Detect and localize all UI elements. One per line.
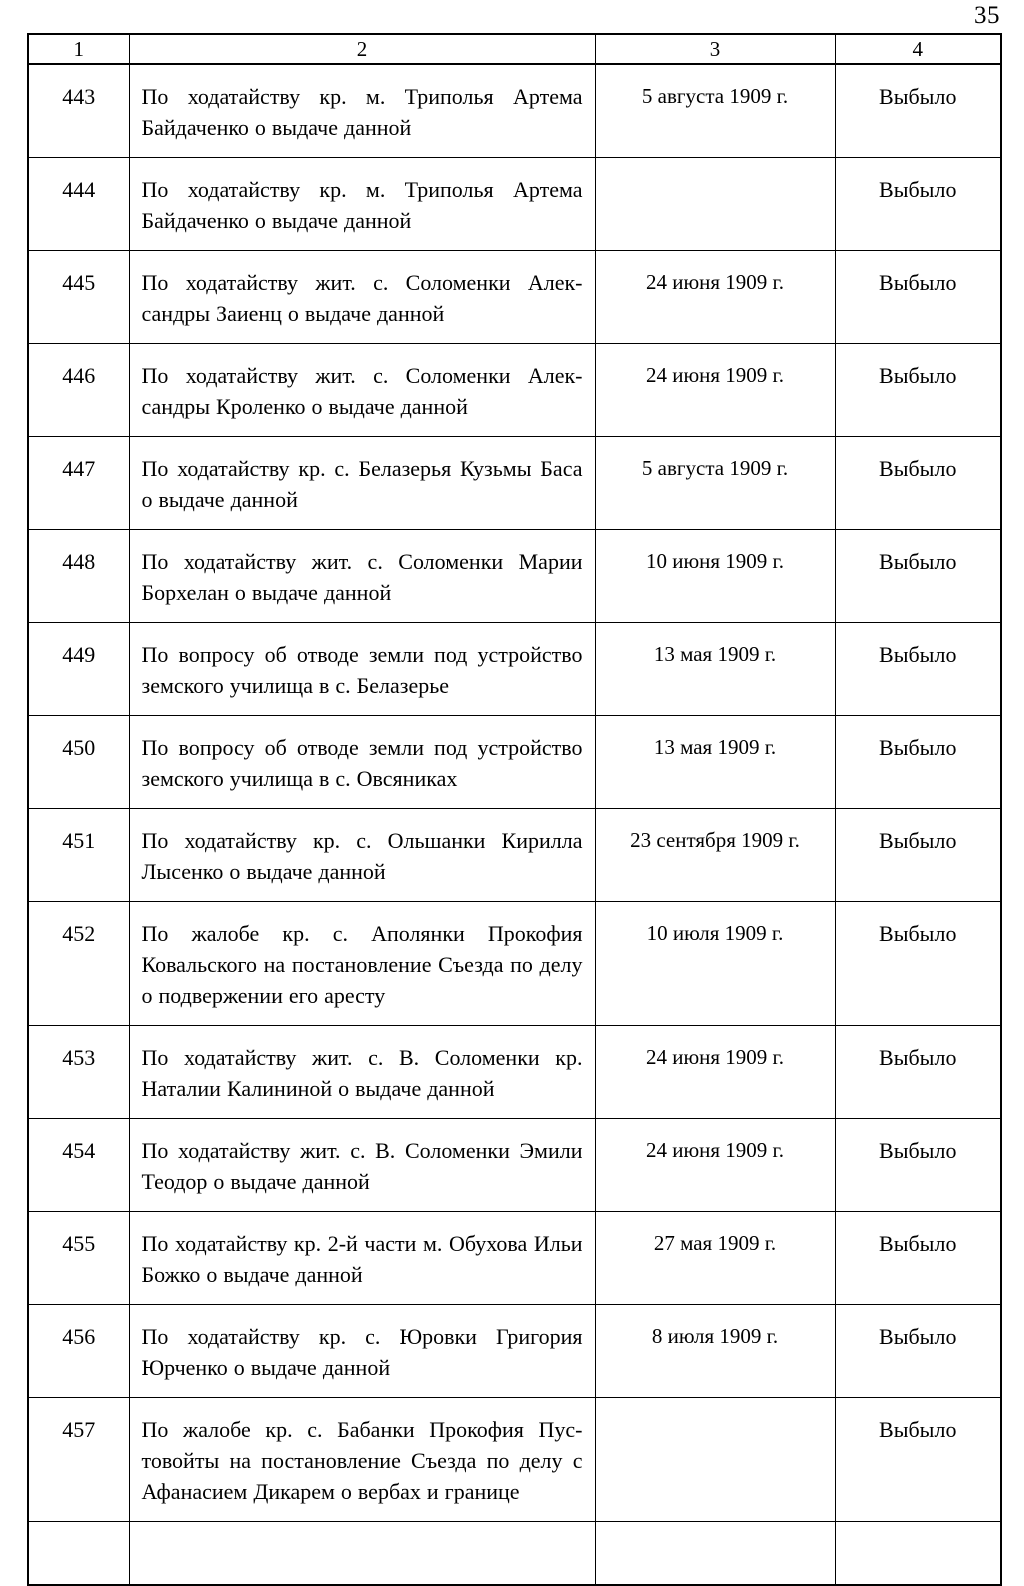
record-status: Выбыло (835, 1398, 1001, 1522)
table-row (28, 716, 1001, 809)
record-description: По жалобе кр. с. Аполянки Прокофия Ковальского на постановление Съезда по делу о подвержении его аресту (129, 902, 595, 1026)
record-number: 450 (28, 716, 129, 809)
record-description: По ходатайству жит. с. Соломенки Марии Борхелан о выдаче данной (129, 530, 595, 623)
record-date: 24 июня 1909 г. (595, 251, 835, 344)
table-row (28, 530, 1001, 623)
record-date: 10 июля 1909 г. (595, 902, 835, 1026)
record-number: 455 (28, 1212, 129, 1305)
record-status: Выбыло (835, 530, 1001, 623)
register-table (27, 33, 1002, 1586)
table-row (28, 1398, 1001, 1522)
record-number: 453 (28, 1026, 129, 1119)
record-status: Выбыло (835, 809, 1001, 902)
record-status: Выбыло (835, 1119, 1001, 1212)
record-number: 452 (28, 902, 129, 1026)
table-filler-cell (129, 1522, 595, 1586)
record-number: 456 (28, 1305, 129, 1398)
record-date (595, 1398, 835, 1522)
table-row (28, 902, 1001, 1026)
table-row (28, 1119, 1001, 1212)
record-description: По жалобе кр. с. Бабанки Прокофия Пустовойты на постановление Съезда по делу с Афанасием Дикарем о вербах и границе (129, 1398, 595, 1522)
record-status: Выбыло (835, 344, 1001, 437)
table-row (28, 1212, 1001, 1305)
record-date: 5 августа 1909 г. (595, 437, 835, 530)
record-date (595, 158, 835, 251)
record-status: Выбыло (835, 716, 1001, 809)
record-description: По ходатайству кр. м. Триполья Артема Байдаченко о выдаче данной (129, 64, 595, 158)
table-filler-row (28, 1522, 1001, 1586)
table-row (28, 344, 1001, 437)
record-date: 10 июня 1909 г. (595, 530, 835, 623)
table-row (28, 809, 1001, 902)
record-status: Выбыло (835, 1212, 1001, 1305)
table-row (28, 251, 1001, 344)
record-status: Выбыло (835, 902, 1001, 1026)
record-status: Выбыло (835, 251, 1001, 344)
record-number: 448 (28, 530, 129, 623)
record-date: 13 мая 1909 г. (595, 716, 835, 809)
record-status: Выбыло (835, 437, 1001, 530)
record-status: Выбыло (835, 1305, 1001, 1398)
record-date: 13 мая 1909 г. (595, 623, 835, 716)
record-description: По ходатайству жит. с. В. Соломенки кр. Наталии Калининой о выдаче данной (129, 1026, 595, 1119)
record-status: Выбыло (835, 1026, 1001, 1119)
record-description: По ходатайству кр. 2-й части м. Обухова Ильи Божко о выдаче данной (129, 1212, 595, 1305)
record-date: 5 августа 1909 г. (595, 64, 835, 158)
record-date: 24 июня 1909 г. (595, 344, 835, 437)
table-filler-cell (28, 1522, 129, 1586)
record-date: 8 июля 1909 г. (595, 1305, 835, 1398)
record-number: 449 (28, 623, 129, 716)
record-description: По вопросу об отводе земли под устройство земского училища в с. Овсяниках (129, 716, 595, 809)
record-date: 24 июня 1909 г. (595, 1026, 835, 1119)
record-date: 27 мая 1909 г. (595, 1212, 835, 1305)
record-status: Выбыло (835, 64, 1001, 158)
record-date: 23 сентября 1909 г. (595, 809, 835, 902)
column-number-row (28, 34, 1001, 64)
table-row (28, 64, 1001, 158)
table-filler-cell (835, 1522, 1001, 1586)
record-description: По ходатайству жит. с. В. Соломенки Эмили Теодор о выдаче данной (129, 1119, 595, 1212)
record-description: По ходатайству жит. с. Соломенки Александры Кроленко о выдаче данной (129, 344, 595, 437)
record-description: По ходатайству кр. м. Триполья Артема Байдаченко о выдаче данной (129, 158, 595, 251)
table-row (28, 158, 1001, 251)
record-description: По ходатайству кр. с. Юровки Григория Юрченко о выдаче данной (129, 1305, 595, 1398)
record-number: 447 (28, 437, 129, 530)
column-number-3: 3 (595, 34, 835, 64)
record-number: 444 (28, 158, 129, 251)
record-description: По ходатайству кр. с. Белазерья Кузьмы Баса о выдаче данной (129, 437, 595, 530)
table-row (28, 437, 1001, 530)
table-filler-cell (595, 1522, 835, 1586)
table-header (28, 34, 1001, 64)
table-row (28, 1305, 1001, 1398)
record-description: По вопросу об отводе земли под устройство земского училища в с. Белазерье (129, 623, 595, 716)
record-number: 446 (28, 344, 129, 437)
record-description: По ходатайству кр. с. Ольшанки Кирилла Лысенко о выдаче данной (129, 809, 595, 902)
record-status: Выбыло (835, 158, 1001, 251)
column-number-4: 4 (835, 34, 1001, 64)
page-number: 35 (974, 2, 1000, 29)
record-number: 457 (28, 1398, 129, 1522)
column-number-2: 2 (129, 34, 595, 64)
table-row (28, 1026, 1001, 1119)
record-status: Выбыло (835, 623, 1001, 716)
record-number: 451 (28, 809, 129, 902)
record-number: 454 (28, 1119, 129, 1212)
table-body (28, 64, 1001, 1585)
record-number: 443 (28, 64, 129, 158)
record-date: 24 июня 1909 г. (595, 1119, 835, 1212)
record-description: По ходатайству жит. с. Соломенки Александры Заиенц о выдаче данной (129, 251, 595, 344)
column-number-1: 1 (28, 34, 129, 64)
record-number: 445 (28, 251, 129, 344)
table-row (28, 623, 1001, 716)
